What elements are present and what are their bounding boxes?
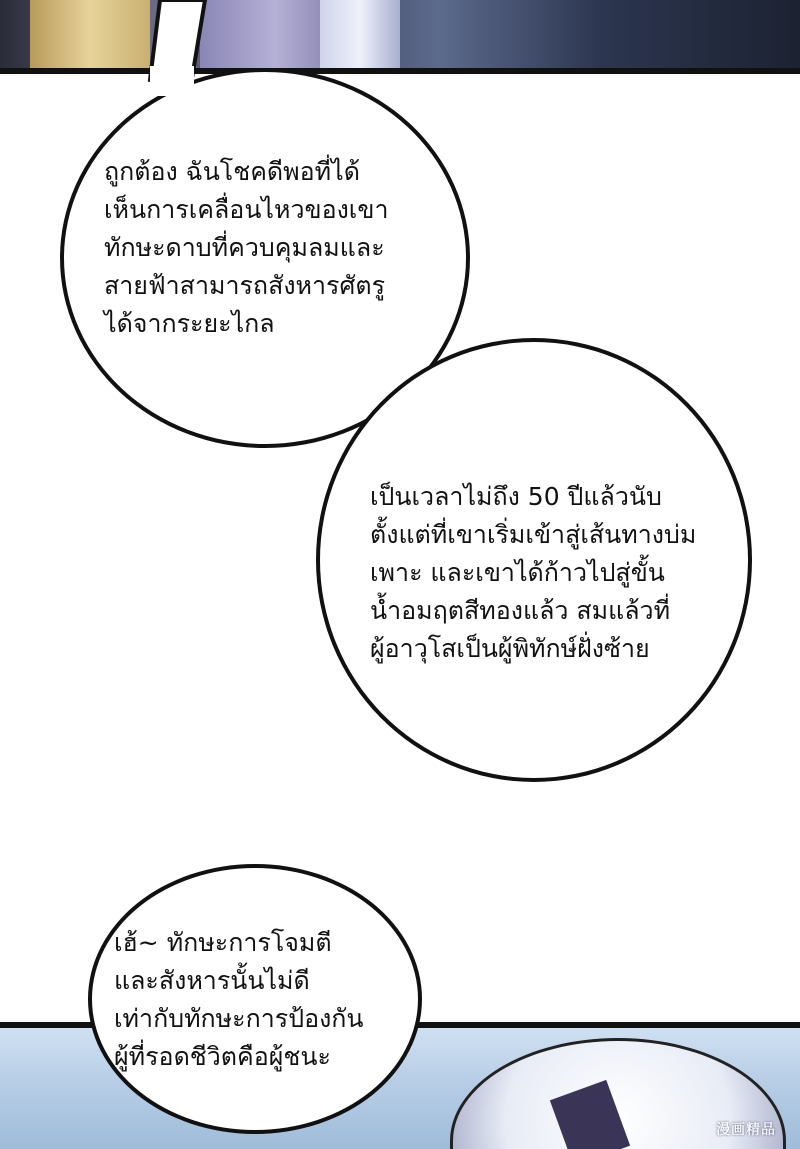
watermark-logo: 漫画精品	[716, 1122, 776, 1138]
bubble-3-text: เฮ้~ ทักษะการโจมตี และสังหารนั้นไม่ดี เท่ากับทักษะการป้องกัน ผู้ที่รอดชีวิตคือผู้ชนะ	[114, 928, 364, 1071]
bubble-2-text: เป็นเวลาไม่ถึง 50 ปีแล้วนับ ตั้งแต่ที่เขาเริ่มเข้าสู่เส้นทางบ่ม เพาะ และเขาได้ก้าวไปสู่ขั้น น้ำอมฤตสีทองแล้ว สมแล้วที่ ผู้อาวุโสเป็นผู้พิทักษ์ฝั่งซ้าย	[370, 482, 697, 663]
bubble-tail-cover	[150, 66, 194, 96]
bubble-1-text: ถูกต้อง ฉันโชคดีพอที่ได้ เห็นการเคลื่อนไหวของเขา ทักษะดาบที่ควบคุมลมและ สายฟ้าสามารถสังหารศัตรู ได้จากระยะไกล	[104, 157, 389, 338]
